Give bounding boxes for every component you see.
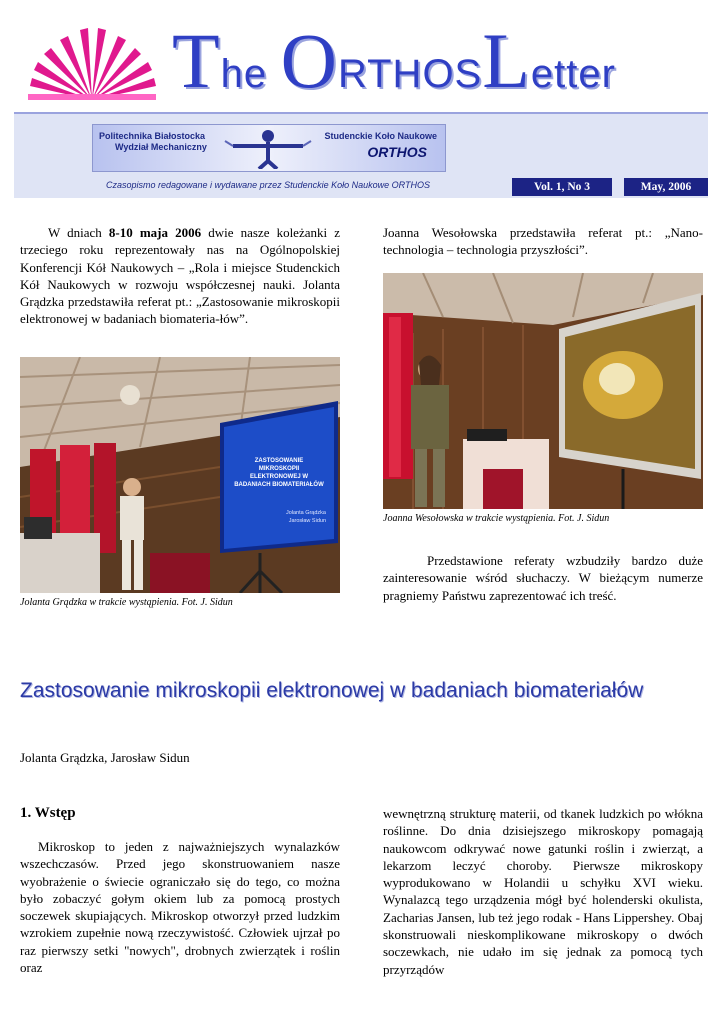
banner-university: Politechnika Białostocka: [99, 131, 206, 141]
intro-paragraph: [20, 224, 340, 328]
article-authors: Jolanta Grądzka, Jarosław Sidun: [20, 750, 190, 765]
banner-faculty: Wydział Mechaniczny: [115, 142, 207, 152]
reception-paragraph: Przedstawione referaty wzbudziły bardzo duże zainteresowanie wśród słuchaczy. W bieżącym numerze pragniemy Państwu zaprezentować ich treść.: [383, 553, 703, 603]
orthos-fan-logo: [22, 22, 162, 104]
date-badge: May, 2006: [624, 178, 708, 196]
section-heading: 1. Wstęp: [20, 805, 76, 821]
volume-badge: Vol. 1, No 3: [512, 178, 612, 196]
left-photo-caption: Jolanta Grądzka w trakcie wystąpienia. Fot. J. Sidun: [20, 597, 233, 608]
right-photo-caption: Joanna Wesołowska w trakcie wystąpienia. Fot. J. Sidun: [383, 513, 610, 524]
vitruvian-figure-icon: [223, 127, 313, 169]
photo-joanna: [383, 273, 703, 509]
photo-jolanta: [20, 357, 340, 593]
article-right-paragraph: wewnętrzną strukturę materii, od tkanek ludzkich po włókna roślinne. Do dnia dzisiejszego mikroskopy pomagają naukowcom odkrywać nowe gatunki roślin i zwierząt, a lekarzom leczyć choroby. Pierwsze mikroskopy wyprodukowano w Holandii u schyłku XVI wieku. Wynalazcą tego urządzenia mógł być holenderski okulista, Zacharias Jansen, lub też jego rodak - Hans Lippershey. Obaj skonstruowali nieskomplikowane mikroskopy o dwóch soczewkach, nie udało im się jednak za pomocą tych przyrządów: [383, 806, 703, 977]
newsletter-title: [172, 17, 616, 104]
article-left-paragraph: Mikroskop to jeden z najważniejszych wynalazków wszechczasów. Przed jego skonstruowaniem nasze wyobrażenie o świecie ograniczało się do tego, co można było zobaczyć gołym okiem lub za pomocą prostych soczewek skupiających. Mikroskop otworzył przed ludzkim wzrokiem zupełnie nową rzeczywistość. Człowiek ujrzał po raz pierwszy setki "nowych", drobnych zwierzątek i roślin oraz: [20, 839, 340, 976]
slide-authors: Jolanta Grądzka Jarosław Sidun: [285, 510, 326, 524]
intro-text-a: W dniach: [48, 225, 109, 240]
intro-dates: 8-10 maja 2006: [108, 225, 202, 240]
header-banner: [14, 114, 708, 198]
article-title: Zastosowanie mikroskopii elektronowej w badaniach biomateriałów: [20, 679, 644, 702]
title-cap-t: T: [172, 17, 221, 104]
slide-title: ZASTOSOWANIE MIKROSKOPII ELEKTRONOWEJ W BADANIACH BIOMATERIAŁÓW: [234, 458, 324, 488]
sponsor-banner: [92, 124, 446, 172]
title-rest-rthos: RTHOS: [337, 52, 483, 96]
banner-club: Studenckie Koło Naukowe: [324, 131, 437, 141]
title-cap-l: L: [482, 17, 531, 104]
title-rest-he: he: [220, 52, 268, 96]
banner-orthos: ORTHOS: [367, 144, 427, 160]
tagline: Czasopismo redagowane i wydawane przez Studenckie Koło Naukowe ORTHOS: [106, 180, 430, 190]
title-rest-etter: etter: [530, 52, 616, 96]
intro-text-b: dwie nasze koleżanki z trzeciego roku reprezentowały nas na Ogólnopolskiej Konferencji Kół Naukowych – „Rola i miejsce Studenckich Kół Naukowych w rozwoju współczesnej nauki. Jolanta Grądzka przedstawiła referat pt.: „Zastosowanie mikroskopii elektronowej w badaniach biomateria-łów”.: [20, 225, 340, 327]
right-intro-paragraph: Joanna Wesołowska przedstawiła referat pt.: „Nano-technologia – technologia przyszłości”.: [383, 225, 703, 258]
title-cap-o: O: [280, 17, 338, 104]
